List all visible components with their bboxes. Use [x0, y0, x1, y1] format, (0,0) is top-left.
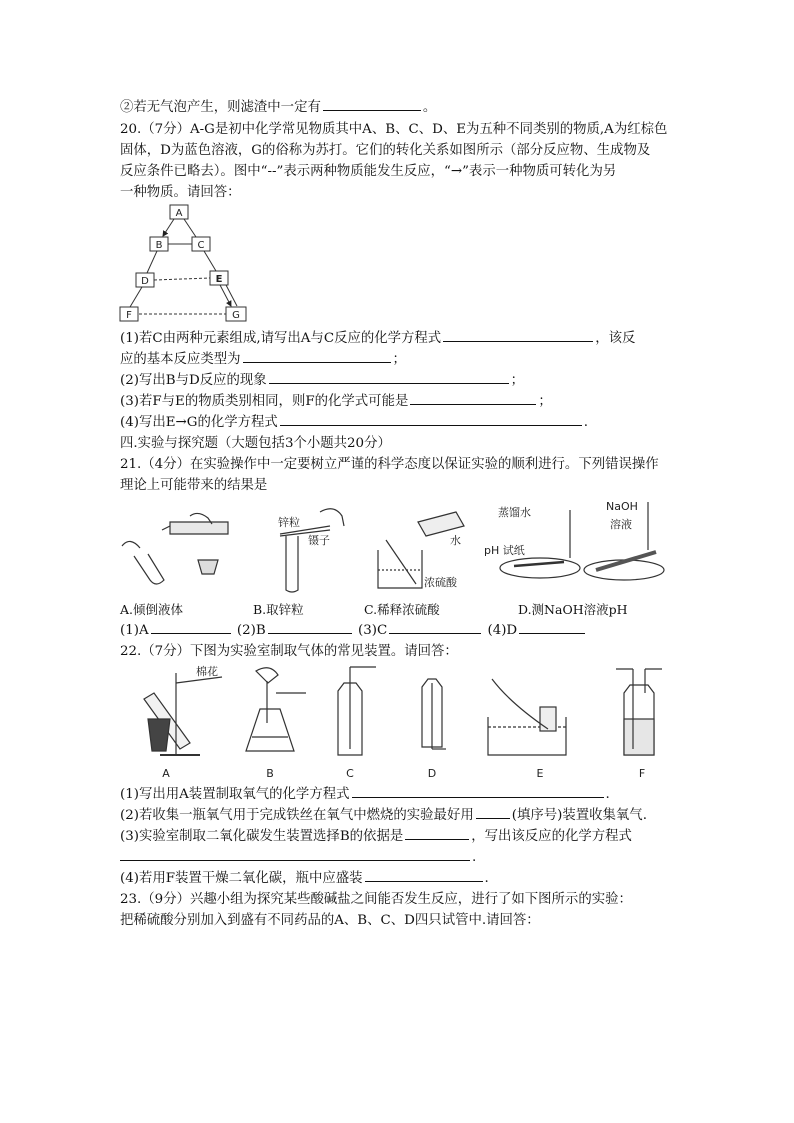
caption-d: D.测NaOH溶液pH — [518, 602, 628, 617]
label-ph-paper: pH 试纸 — [484, 544, 525, 557]
q22-part3-text: (3)实验室制取二氧化碳发生装置选择B的依据是 — [120, 829, 404, 844]
node-d-label: D — [141, 276, 149, 287]
q22-part2 — [120, 806, 647, 825]
answer-blank[interactable] — [352, 785, 604, 798]
q22-part4 — [120, 869, 489, 888]
q22-part1-text: (1)写出用A装置制取氧气的化学方程式 — [120, 787, 350, 802]
label-naoh: NaOH — [606, 500, 638, 513]
q22-part4-end: . — [484, 871, 489, 886]
answer-blank[interactable] — [323, 98, 421, 111]
hand-b — [320, 509, 344, 526]
q22-part2-text-b: (填序号)装置收集氧气. — [511, 808, 647, 823]
answer-blank[interactable] — [365, 869, 483, 882]
q21-answer-2-label: (2)B — [236, 623, 266, 638]
q21-operations-figure — [120, 496, 676, 594]
q22-part1-end: . — [605, 787, 610, 802]
app-label-b: B — [266, 767, 274, 780]
caption-c: C.稀释浓硫酸 — [364, 602, 440, 617]
q20-part1b-text: 应的基本反应类型为 — [120, 352, 241, 367]
q20-part2-end: ； — [510, 373, 525, 388]
stopper — [198, 560, 218, 574]
q19-tail-text: ②若无气泡产生，则滤渣中一定有 — [120, 100, 321, 115]
q20-part4 — [120, 413, 588, 432]
node-e-label: E — [215, 274, 223, 285]
q22-part1 — [120, 785, 610, 804]
answer-blank[interactable] — [120, 848, 470, 861]
app-label-a: A — [162, 767, 170, 780]
q21-answer-4-label: (4)D — [487, 623, 518, 638]
section-4-heading: 四.实验与探究题（大题包括3个小题共20分） — [120, 436, 391, 451]
q21-stem-1: 21.（4分）在实验操作中一定要树立严谨的科学态度以保证实验的顺利进行。下列错误操作 — [120, 457, 659, 472]
answer-blank[interactable] — [268, 621, 352, 634]
answer-blank[interactable] — [151, 621, 231, 634]
pouring-bottle — [418, 512, 464, 536]
node-a-label: A — [175, 208, 183, 219]
q22-part3-text-b: ，写出该反应的化学方程式 — [471, 829, 632, 844]
label-distilled: 蒸馏水 — [498, 506, 531, 519]
q20-part4-text: (4)写出E→G的化学方程式 — [120, 415, 278, 430]
funnel — [256, 668, 278, 683]
q20-part2-text: (2)写出B与D反应的现象 — [120, 373, 267, 388]
q21-answer-1-label: (1)A — [120, 623, 149, 638]
q20-part3-text: (3)若F与E的物质类别相同，则F的化学式可能是 — [120, 394, 409, 409]
node-b-label: B — [155, 240, 163, 251]
q20-part3 — [120, 392, 552, 411]
q23-stem-2: 把稀硫酸分别加入到盛有不同药品的A、B、C、D四只试管中.请回答： — [120, 913, 540, 928]
caption-a: A.倾倒液体 — [120, 602, 184, 617]
q20-part2 — [120, 371, 524, 390]
app-label-c: C — [346, 767, 354, 780]
watch-glass-1 — [500, 558, 580, 578]
answer-blank[interactable] — [405, 827, 469, 840]
tilted-test-tube — [134, 554, 164, 584]
app-label-d: D — [427, 767, 437, 780]
answer-blank[interactable] — [410, 392, 536, 405]
q20-part4-end: . — [583, 415, 589, 430]
glass-rod — [386, 540, 416, 584]
q20-stem-1: 20.（7分）A-G是初中化学常见物质其中A、B、C、D、E为五种不同类别的物质,A为红棕色 — [120, 122, 668, 137]
q22-part3-cont — [120, 848, 476, 867]
answer-blank[interactable] — [280, 413, 582, 426]
q20-part1a — [120, 329, 635, 348]
q20-part1a-end: ，该反 — [595, 331, 636, 346]
app-label-f: F — [638, 767, 646, 780]
test-tube-b — [286, 536, 298, 592]
alcohol-lamp — [148, 719, 170, 751]
q20-stem-3: 反应条件已略去）。图中“--”表示两种物质能发生反应，“→”表示一种物质可转化为另 — [120, 164, 617, 179]
q20-part1b-end: ； — [392, 352, 406, 367]
q20-stem-4: 一种物质。请回答： — [120, 185, 241, 200]
answer-blank[interactable] — [519, 621, 585, 634]
app-label-e: E — [536, 767, 544, 780]
q19-tail-suffix: 。 — [422, 100, 437, 115]
q20-part1a-text: (1)若C由两种元素组成,请写出A与C反应的化学方程式 — [120, 331, 442, 346]
q22-part4-text: (4)若用F装置干燥二氧化碳，瓶中应盛装 — [120, 871, 363, 886]
label-water: 水 — [450, 534, 461, 547]
answer-blank[interactable] — [476, 806, 510, 819]
answer-blank[interactable] — [243, 350, 391, 363]
q23-stem-1: 23.（9分）兴趣小组为探究某些酸碱盐之间能否发生反应，进行了如下图所示的实验： — [120, 892, 632, 907]
caption-b: B.取锌粒 — [253, 602, 304, 617]
node-c-label: C — [197, 240, 205, 251]
q22-part2-text: (2)若收集一瓶氧气用于完成铁丝在氧气中燃烧的实验最好用 — [120, 808, 474, 823]
q22-part3 — [120, 827, 632, 846]
q20-part3-end: ； — [538, 394, 552, 409]
q20-stem-2: 固体，D为蓝色溶液，G的俗称为苏打。它们的转化关系如图所示（部分反应物、生成物及 — [120, 143, 651, 158]
reagent-bottle — [170, 522, 228, 534]
label-tweezer: 镊子 — [308, 534, 330, 547]
label-zinc: 锌粒 — [278, 516, 300, 529]
q20-conversion-diagram — [118, 203, 258, 325]
q22-stem: 22.（7分）下图为实验室制取气体的常见装置。请回答： — [120, 644, 458, 659]
node-g-label: G — [232, 310, 240, 321]
q22-apparatus-figure — [130, 663, 670, 781]
q21-answers — [120, 621, 587, 640]
q21-stem-2: 理论上可能带来的结果是 — [120, 478, 268, 493]
conical-flask — [246, 709, 294, 751]
q19-tail-line — [120, 98, 436, 117]
answer-blank[interactable] — [443, 329, 593, 342]
q22-part3-end: . — [472, 850, 477, 865]
label-acid: 浓硫酸 — [424, 576, 457, 589]
answer-blank[interactable] — [389, 621, 481, 634]
collecting-bottle-e — [540, 707, 556, 731]
q21-answer-3-label: (3)C — [357, 623, 388, 638]
label-cotton: 棉花 — [196, 665, 218, 678]
ph-paper — [514, 562, 564, 566]
label-solution: 溶液 — [610, 518, 632, 531]
answer-blank[interactable] — [269, 371, 509, 384]
q20-part1b — [120, 350, 406, 369]
node-f-label: F — [126, 310, 132, 321]
